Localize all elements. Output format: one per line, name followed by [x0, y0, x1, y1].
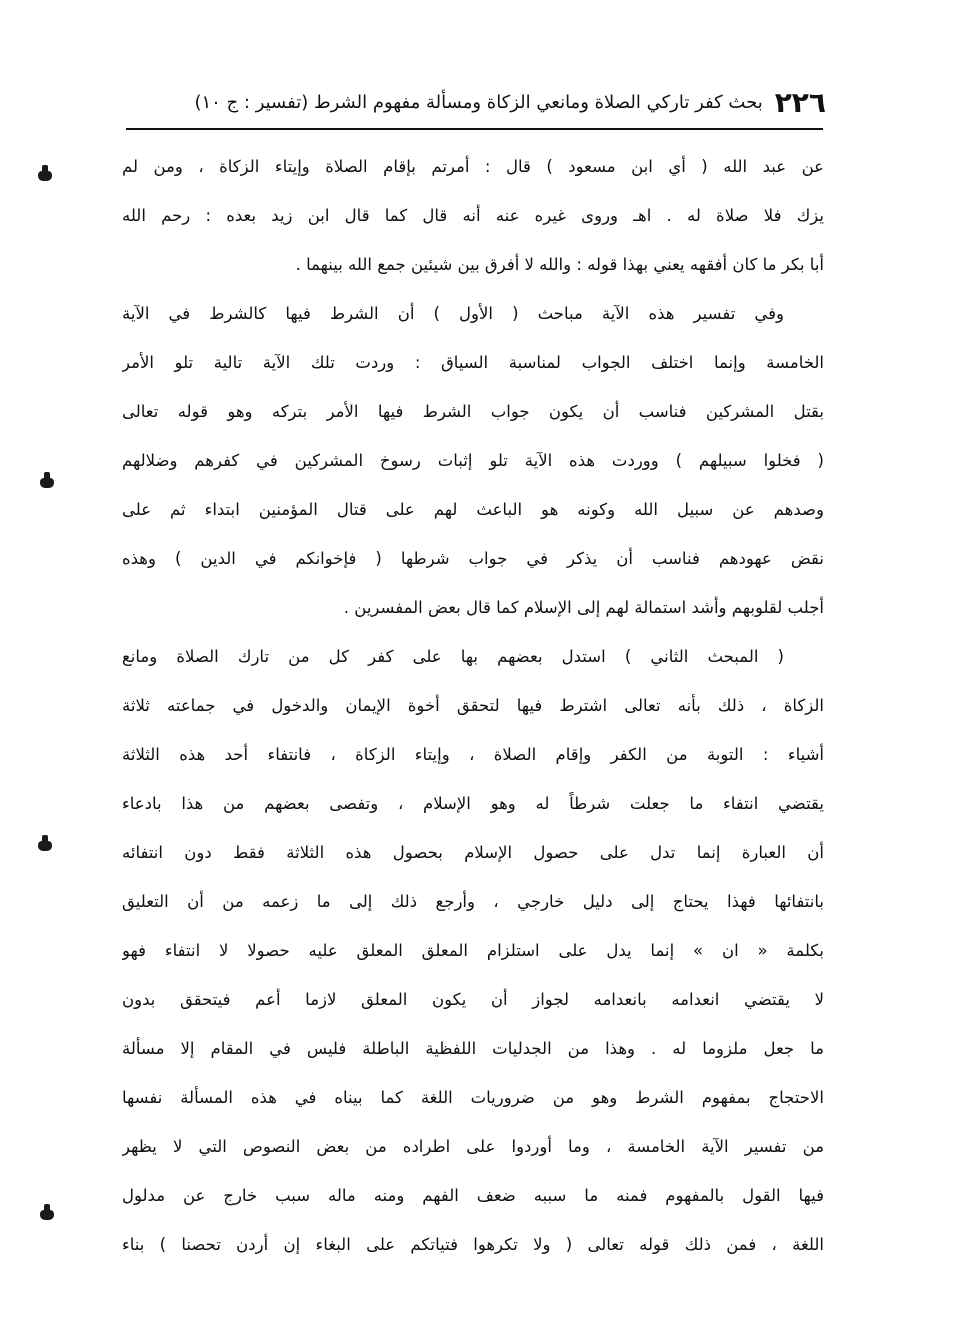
page-header — [128, 82, 826, 122]
text-line: عن عبد الله ( أي ابن مسعود ) قال : أمرتم بإقام الصلاة وإيتاء الزكاة ، ومن لم — [122, 157, 824, 176]
text-line: أشياء : التوبة من الكفر وإقام الصلاة ، وإيتاء الزكاة ، فانتفاء أحد هذه الثلاثة — [122, 745, 824, 764]
binding-mark-1 — [38, 171, 52, 181]
text-line: بكلمة « ان » إنما يدل على استلزام المعلق المعلق عليه حصولا لا انتفاء فهو — [122, 941, 824, 960]
text-line: فيها القول بالمفهوم فمنه ما سببه ضعف الفهم ومنه ماله سبب خارج عن مدلول — [122, 1186, 824, 1205]
binding-mark-2 — [40, 478, 54, 488]
body-text — [122, 142, 824, 1269]
text-line: أجلب لقلوبهم وأشد استمالة لهم إلى الإسلام كما قال بعض المفسرين . — [343, 598, 824, 617]
text-line: لا يقتضي انعدامه بانعدامه لجواز أن يكون المعلق لازما أعم فيتحقق بدون — [122, 990, 824, 1009]
text-line: يقتضي انتفاء ما جعلت شرطاً له وهو الإسلام ، وتفصى بعضهم من هذا بادعاء — [122, 794, 824, 813]
binding-mark-4 — [40, 1210, 54, 1220]
text-line: ( المبحث الثاني ) استدل بعضهم بها على كفر كل من تارك الصلاة ومانع — [122, 647, 784, 666]
text-line: وفي تفسير هذه الآية مباحث ( الأول ) أن الشرط فيها كالشرط في الآية — [122, 304, 784, 323]
text-line: وصدهم عن سبيل الله وكونه هو الباعث لهم على قتال المؤمنين ابتداء ثم على — [122, 500, 824, 519]
binding-mark-3 — [38, 841, 52, 851]
page-number: ٢٢٦ — [774, 85, 826, 119]
text-line: الزكاة ، ذلك بأنه تعالى اشترط فيها لتحقق أخوة الإيمان والدخول في جماعته ثلاثة — [122, 696, 824, 715]
running-title: بحث كفر تاركي الصلاة ومانعي الزكاة ومسألة مفهوم الشرط (تفسير : ج ١٠) — [194, 91, 763, 113]
text-line: بقتل المشركين فناسب أن يكون جواب الشرط فيها الأمر بتركه وهو قوله تعالى — [122, 402, 824, 421]
text-line: الاحتجاج بمفهوم الشرط وهو من ضروريات اللغة كما بيناه في هذه المسألة نفسها — [122, 1088, 824, 1107]
header-rule — [126, 128, 823, 130]
text-line: أن العبارة إنما تدل على حصول الإسلام بحصول هذه الثلاثة فقط دون انتفائه — [122, 843, 824, 862]
text-line: الخامسة وإنما اختلف الجواب لمناسبة السياق : وردت تلك الآية تالية تلو الأمر — [122, 353, 824, 372]
text-line: من تفسير الآية الخامسة ، وما أوردوا على اطراده من بعض النصوص التي لا يظهر — [122, 1137, 824, 1156]
text-line: ( فخلوا سبيلهم ) ووردت هذه الآية تلو إثبات رسوخ المشركين في كفرهم وضلالهم — [122, 451, 824, 470]
text-line: أبا بكر ما كان أفقهه يعني بهذا قوله : والله لا أفرق بين شيئين جمع الله بينهما . — [295, 255, 824, 274]
text-line: بانتفائها فهذا يحتاج إلى دليل خارجي ، وأرجع ذلك إلى ما زعمه من أن التعليق — [122, 892, 824, 911]
text-line: اللغة ، فمن ذلك قوله تعالى ( ولا تكرهوا فتياتكم على البغاء إن أردن تحصنا ) بناء — [122, 1235, 824, 1254]
text-line: ما جعل ملزوما له . وهذا من الجدليات اللفظية الباطلة فليس في المقام إلا مسألة — [122, 1039, 824, 1058]
text-line: نقض عهودهم فناسب أن يذكر في جواب شرطها ( فإخوانكم في الدين ) وهذه — [122, 549, 824, 568]
text-line: يزك فلا صلاة له . اهـ وروى غيره عنه أنه قال كما قال ابن زيد بعده : رحم الله — [122, 206, 824, 225]
